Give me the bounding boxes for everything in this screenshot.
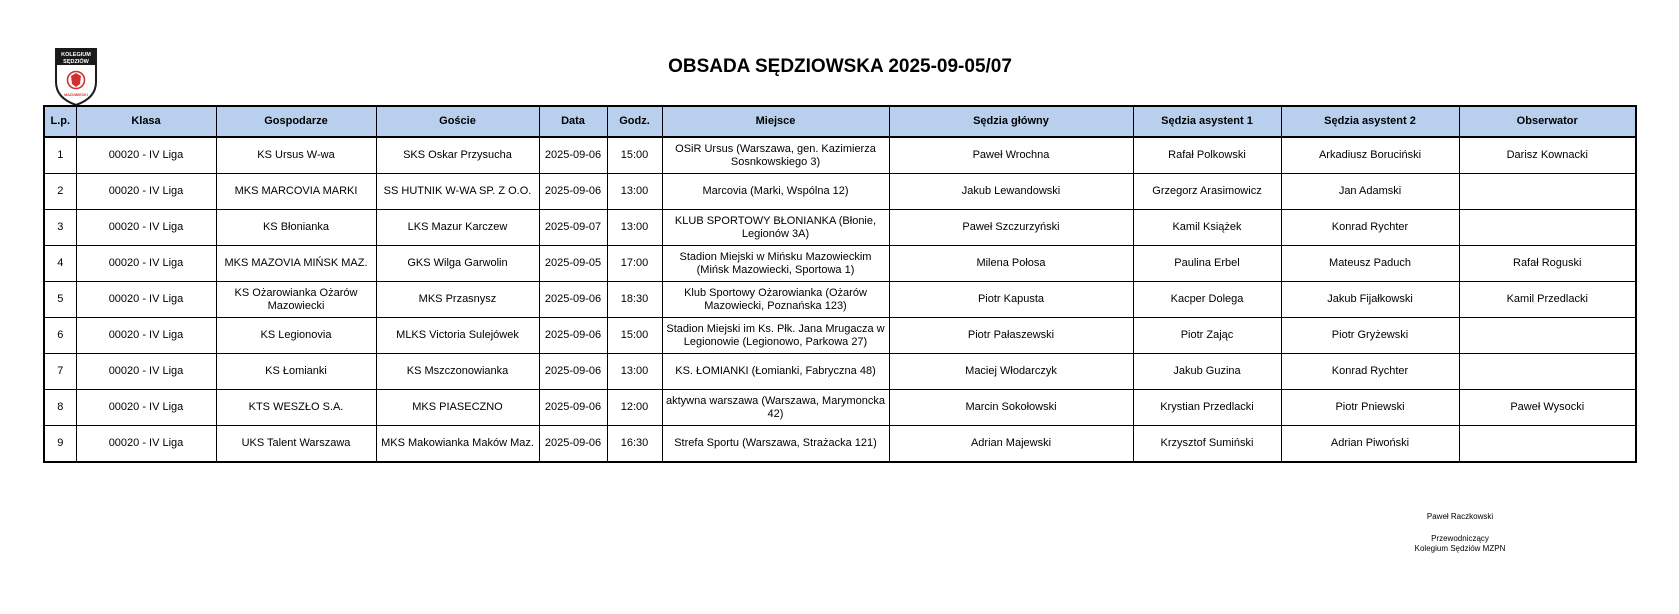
cell-lp: 3: [44, 210, 76, 246]
column-header-assistant-2: Sędzia asystent 2: [1281, 106, 1459, 137]
cell-observer: [1459, 426, 1636, 463]
cell-guest: SKS Oskar Przysucha: [376, 137, 539, 174]
cell-referee: Milena Połosa: [889, 246, 1133, 282]
cell-lp: 8: [44, 390, 76, 426]
cell-venue: OSiR Ursus (Warszawa, gen. Kazimierza Sosnkowskiego 3): [662, 137, 889, 174]
table-row: [44, 246, 1636, 282]
cell-time: 12:00: [607, 390, 662, 426]
cell-assistant-2: Mateusz Paduch: [1281, 246, 1459, 282]
header-row: [44, 106, 1636, 137]
cell-assistant-1: Kacper Dolega: [1133, 282, 1281, 318]
cell-time: 13:00: [607, 210, 662, 246]
column-header-lp: L.p.: [44, 106, 76, 137]
cell-time: 13:00: [607, 174, 662, 210]
cell-venue: Klub Sportowy Ożarowianka (Ożarów Mazowiecki, Poznańska 123): [662, 282, 889, 318]
cell-host: UKS Talent Warszawa: [216, 426, 376, 463]
cell-referee: Adrian Majewski: [889, 426, 1133, 463]
column-header-host: Gospodarze: [216, 106, 376, 137]
cell-lp: 2: [44, 174, 76, 210]
kolegium-logo: [54, 48, 98, 106]
cell-date: 2025-09-06: [539, 390, 607, 426]
column-header-time: Godz.: [607, 106, 662, 137]
cell-observer: [1459, 354, 1636, 390]
cell-guest: SS HUTNIK W-WA SP. Z O.O.: [376, 174, 539, 210]
cell-assistant-2: Arkadiusz Boruciński: [1281, 137, 1459, 174]
cell-date: 2025-09-06: [539, 282, 607, 318]
page-title: OBSADA SĘDZIOWSKA 2025-09-05/07: [668, 56, 1012, 77]
cell-class: 00020 - IV Liga: [76, 426, 216, 463]
table-body: [44, 137, 1636, 462]
cell-host: KTS WESZŁO S.A.: [216, 390, 376, 426]
cell-host: MKS MARCOVIA MARKI: [216, 174, 376, 210]
cell-guest: LKS Mazur Karczew: [376, 210, 539, 246]
cell-date: 2025-09-06: [539, 354, 607, 390]
cell-venue: Strefa Sportu (Warszawa, Strażacka 121): [662, 426, 889, 463]
signature-org: Kolegium Sędziów MZPN: [1414, 544, 1506, 553]
column-header-assistant-1: Sędzia asystent 1: [1133, 106, 1281, 137]
cell-assistant-1: Piotr Zając: [1133, 318, 1281, 354]
column-header-venue: Miejsce: [662, 106, 889, 137]
cell-assistant-2: Konrad Rychter: [1281, 210, 1459, 246]
cell-lp: 9: [44, 426, 76, 463]
column-header-referee: Sędzia główny: [889, 106, 1133, 137]
cell-lp: 6: [44, 318, 76, 354]
cell-guest: MKS Makowianka Maków Maz.: [376, 426, 539, 463]
cell-referee: Marcin Sokołowski: [889, 390, 1133, 426]
cell-host: KS Łomianki: [216, 354, 376, 390]
table-row: [44, 282, 1636, 318]
table-row: [44, 390, 1636, 426]
cell-time: 17:00: [607, 246, 662, 282]
cell-venue: Marcovia (Marki, Wspólna 12): [662, 174, 889, 210]
signature-block: [1380, 512, 1540, 554]
cell-assistant-2: Adrian Piwoński: [1281, 426, 1459, 463]
cell-date: 2025-09-06: [539, 137, 607, 174]
cell-guest: MKS PIASECZNO: [376, 390, 539, 426]
cell-observer: [1459, 174, 1636, 210]
cell-class: 00020 - IV Liga: [76, 390, 216, 426]
cell-time: 13:00: [607, 354, 662, 390]
cell-observer: Paweł Wysocki: [1459, 390, 1636, 426]
cell-time: 18:30: [607, 282, 662, 318]
cell-lp: 5: [44, 282, 76, 318]
cell-class: 00020 - IV Liga: [76, 282, 216, 318]
cell-assistant-2: Jan Adamski: [1281, 174, 1459, 210]
cell-class: 00020 - IV Liga: [76, 246, 216, 282]
cell-venue: aktywna warszawa (Warszawa, Marymoncka 42): [662, 390, 889, 426]
column-header-class: Klasa: [76, 106, 216, 137]
logo-text-bottom: MAZOWIECKI: [64, 93, 88, 97]
cell-guest: MKS Przasnysz: [376, 282, 539, 318]
cell-venue: Stadion Miejski w Mińsku Mazowieckim (Mińsk Mazowiecki, Sportowa 1): [662, 246, 889, 282]
cell-lp: 1: [44, 137, 76, 174]
cell-time: 16:30: [607, 426, 662, 463]
cell-observer: Kamil Przedlacki: [1459, 282, 1636, 318]
cell-date: 2025-09-06: [539, 174, 607, 210]
column-header-observer: Obserwator: [1459, 106, 1636, 137]
column-header-guest: Goście: [376, 106, 539, 137]
cell-assistant-2: Piotr Gryżewski: [1281, 318, 1459, 354]
cell-guest: MLKS Victoria Sulejówek: [376, 318, 539, 354]
cell-date: 2025-09-06: [539, 318, 607, 354]
signature-name: Paweł Raczkowski: [1426, 512, 1494, 521]
schedule-table: [43, 105, 1637, 463]
cell-assistant-1: Grzegorz Arasimowicz: [1133, 174, 1281, 210]
cell-time: 15:00: [607, 318, 662, 354]
table-row: [44, 210, 1636, 246]
cell-lp: 4: [44, 246, 76, 282]
logo-text-line1: KOLEGIUM: [61, 52, 91, 58]
cell-assistant-2: Konrad Rychter: [1281, 354, 1459, 390]
cell-assistant-1: Rafał Polkowski: [1133, 137, 1281, 174]
cell-assistant-1: Paulina Erbel: [1133, 246, 1281, 282]
cell-referee: Paweł Wrochna: [889, 137, 1133, 174]
cell-date: 2025-09-05: [539, 246, 607, 282]
cell-venue: KS. ŁOMIANKI (Łomianki, Fabryczna 48): [662, 354, 889, 390]
cell-host: KS Ożarowianka Ożarów Mazowiecki: [216, 282, 376, 318]
cell-lp: 7: [44, 354, 76, 390]
cell-referee: Paweł Szczurzyński: [889, 210, 1133, 246]
cell-host: MKS MAZOVIA MIŃSK MAZ.: [216, 246, 376, 282]
cell-date: 2025-09-07: [539, 210, 607, 246]
cell-referee: Maciej Włodarczyk: [889, 354, 1133, 390]
cell-venue: KLUB SPORTOWY BŁONIANKA (Błonie, Legionów 3A): [662, 210, 889, 246]
cell-observer: [1459, 318, 1636, 354]
cell-assistant-2: Jakub Fijałkowski: [1281, 282, 1459, 318]
table-row: [44, 174, 1636, 210]
cell-assistant-1: Krystian Przedlacki: [1133, 390, 1281, 426]
cell-date: 2025-09-06: [539, 426, 607, 463]
cell-guest: GKS Wilga Garwolin: [376, 246, 539, 282]
cell-guest: KS Mszczonowianka: [376, 354, 539, 390]
cell-observer: Rafał Roguski: [1459, 246, 1636, 282]
logo-text-line2: SĘDZIÓW: [63, 59, 89, 65]
cell-observer: [1459, 210, 1636, 246]
cell-class: 00020 - IV Liga: [76, 174, 216, 210]
cell-host: KS Błonianka: [216, 210, 376, 246]
table-row: [44, 318, 1636, 354]
cell-host: KS Legionovia: [216, 318, 376, 354]
cell-assistant-1: Jakub Guzina: [1133, 354, 1281, 390]
cell-referee: Piotr Kapusta: [889, 282, 1133, 318]
cell-class: 00020 - IV Liga: [76, 137, 216, 174]
cell-time: 15:00: [607, 137, 662, 174]
cell-assistant-1: Kamil Książek: [1133, 210, 1281, 246]
cell-class: 00020 - IV Liga: [76, 318, 216, 354]
cell-venue: Stadion Miejski im Ks. Płk. Jana Mrugacza w Legionowie (Legionowo, Parkowa 27): [662, 318, 889, 354]
cell-referee: Jakub Lewandowski: [889, 174, 1133, 210]
table-row: [44, 354, 1636, 390]
cell-class: 00020 - IV Liga: [76, 210, 216, 246]
table-row: [44, 137, 1636, 174]
cell-assistant-2: Piotr Pniewski: [1281, 390, 1459, 426]
column-header-date: Data: [539, 106, 607, 137]
cell-class: 00020 - IV Liga: [76, 354, 216, 390]
cell-assistant-1: Krzysztof Sumiński: [1133, 426, 1281, 463]
cell-observer: Darisz Kownacki: [1459, 137, 1636, 174]
cell-referee: Piotr Pałaszewski: [889, 318, 1133, 354]
signature-role: Przewodniczący: [1431, 534, 1489, 543]
table-row: [44, 426, 1636, 463]
cell-host: KS Ursus W-wa: [216, 137, 376, 174]
